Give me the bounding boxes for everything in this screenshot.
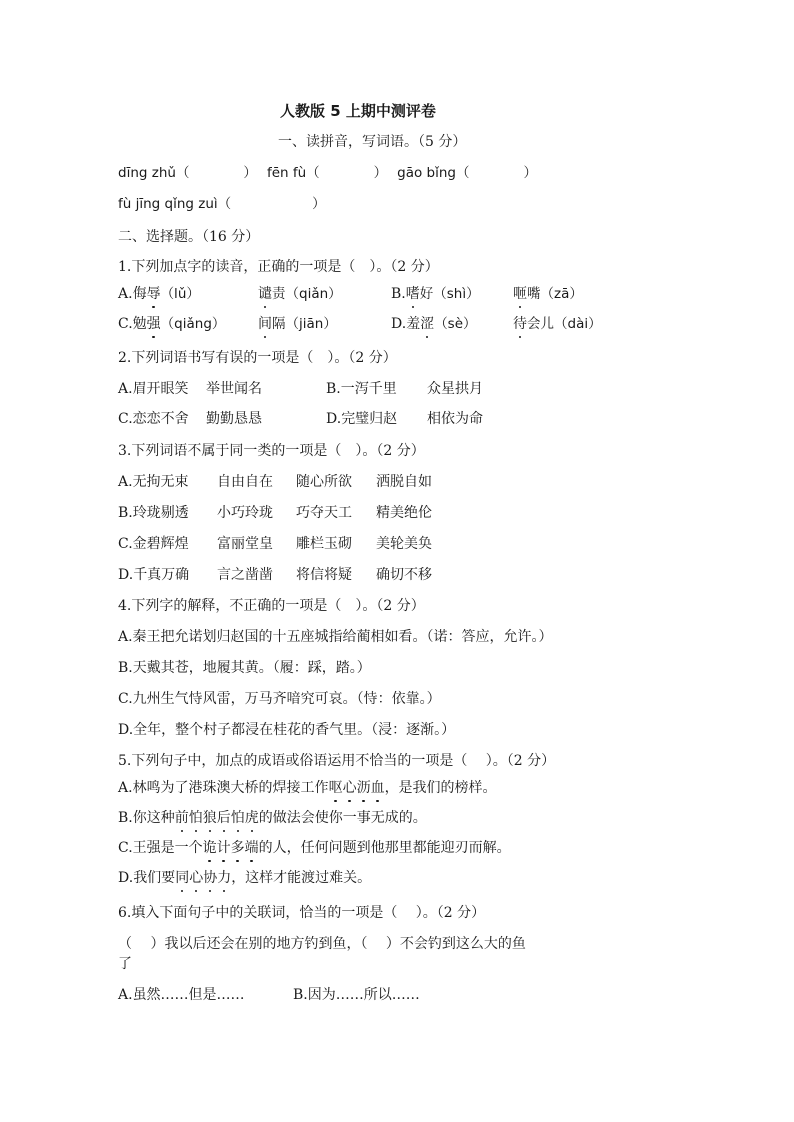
dotted-char: 心 [342,780,357,796]
dotted-char: 间 [258,316,272,332]
page-title: 人教版 5 上期中测评卷 [280,102,436,120]
dotted-char: 强 [146,316,161,332]
section2-header: 二、选择题。（16 分） [118,229,260,245]
q1-option-a1: A.侮辱（lǔ） [118,286,200,302]
question-4-option-b: B.天戴其苍，地履其黄。（履：踩，踏。） [118,660,371,676]
question-4-stem: 4.下列字的解释，不正确的一项是（ ）。（2 分） [118,598,425,614]
dotted-char: 多 [230,840,245,856]
dotted-char: 虎 [244,810,259,826]
dotted-char: 嗜 [405,286,420,302]
question-2-row-cd: C.恋恋不舍 勤勤恳恳 D.完璧归赵 相依为命 [118,411,483,427]
question-5-option-d: D.我们要同心协力，这样才能渡过难关。 [118,870,372,886]
question-5-option-a: A.林鸣为了港珠澳大桥的焊接工作呕心沥血，是我们的榜样。 [118,780,497,796]
question-6-stem: 6.填入下面句子中的关联词，恰当的一项是（ ）。（2 分） [118,905,486,921]
pinyin-2: fēn fù [266,165,307,181]
dotted-phrase [175,870,231,886]
question-2-stem: 2.下列词语书写有误的一项是（ ）。（2 分） [118,350,397,366]
dotted-char: 待 [513,316,527,332]
dotted-char: 狼 [202,810,217,826]
question-4-option-d: D.全年，整个村子都浸在桂花的香气里。（浸：逐渐。） [118,722,456,738]
dotted-char: 同 [175,870,190,886]
question-3-option-d: D.千真万确 言之凿凿 将信将疑 确切不移 [118,567,432,583]
q1-option-d1: D.羞涩（sè） [391,316,477,332]
dotted-char: 涩 [420,316,435,332]
answer-blank-4[interactable]: （ ） [217,196,326,212]
dotted-char: 力 [217,870,232,886]
dotted-phrase [329,780,385,796]
dotted-phrase [175,810,259,826]
q1-option-a2: 谴责（qiǎn） [258,286,342,302]
dotted-phrase [203,840,259,856]
question-1-row-cd [118,315,602,333]
dotted-char: 谴 [258,286,272,302]
dotted-char: 心 [189,870,204,886]
q1-option-c1: C.勉强（qiǎng） [118,316,226,332]
dotted-char: 呕 [328,780,343,796]
question-3-option-b: B.玲珑剔透 小巧玲珑 巧夺天工 精美绝伦 [118,505,432,521]
dotted-char: 后 [216,810,231,826]
dotted-char: 怕 [230,810,245,826]
answer-blank-1[interactable]: （ ） [175,165,257,181]
question-1-row-ab [118,285,583,303]
q1-option-d2: 待会儿（dài） [513,316,602,332]
dotted-char: 诡 [202,840,217,856]
dotted-char: 计 [216,840,231,856]
dotted-char: 辱 [146,286,161,302]
pinyin-4: fù jīng qǐng zuì [118,196,218,212]
answer-blank-3[interactable]: （ ） [456,165,537,181]
dotted-char: 血 [370,780,385,796]
q1-option-b2: 咂嘴（zā） [513,286,583,302]
pinyin-row-2 [118,195,326,213]
q1-option-c2: 间隔（jiān） [258,316,337,332]
question-5-option-c: C.王强是一个诡计多端的人，任何问题到他那里都能迎刃而解。 [118,840,511,856]
question-6-sentence-line2: 了 [118,956,132,972]
question-3-option-a: A.无拘无束 自由自在 随心所欲 洒脱自如 [118,474,432,490]
question-4-option-c: C.九州生气恃风雷，万马齐喑究可哀。（恃：依靠。） [118,691,441,707]
question-2-row-ab: A.眉开眼笑 举世闻名 B.一泻千里 众星拱月 [118,381,483,397]
question-6-sentence-line1: （ ）我以后还会在别的地方钓到鱼，（ ）不会钓到这么大的鱼 [118,936,526,952]
question-6-options: A.虽然……但是…… B.因为……所以…… [118,987,420,1003]
q1-option-b1: B.嗜好（shì） [391,286,480,302]
question-3-option-c: C.金碧辉煌 富丽堂皇 雕栏玉砌 美轮美奂 [118,536,432,552]
question-5-stem: 5.下列句子中，加点的成语或俗语运用不恰当的一项是（ ）。（2 分） [118,753,556,769]
pinyin-row-1 [118,164,537,182]
dotted-char: 怕 [188,810,203,826]
pinyin-1: dīng zhǔ [118,165,176,181]
dotted-char: 端 [244,840,259,856]
question-1-stem: 1.下列加点字的读音，正确的一项是（ ）。（2 分） [118,259,439,275]
dotted-char: 前 [174,810,189,826]
dotted-char: 协 [203,870,218,886]
question-5-option-b: B.你这种前怕狼后怕虎的做法会使你一事无成的。 [118,810,427,826]
dotted-char: 咂 [513,286,527,302]
section1-header: 一、读拼音，写词语。（5 分） [278,134,467,150]
question-3-stem: 3.下列词语不属于同一类的一项是（ ）。（2 分） [118,443,425,459]
dotted-char: 沥 [356,780,371,796]
answer-blank-2[interactable]: （ ） [306,165,388,181]
question-4-option-a: A.秦王把允诺划归赵国的十五座城指给蔺相如看。（诺：答应，允许。） [118,629,553,645]
pinyin-3: gāo bǐng [397,165,456,181]
